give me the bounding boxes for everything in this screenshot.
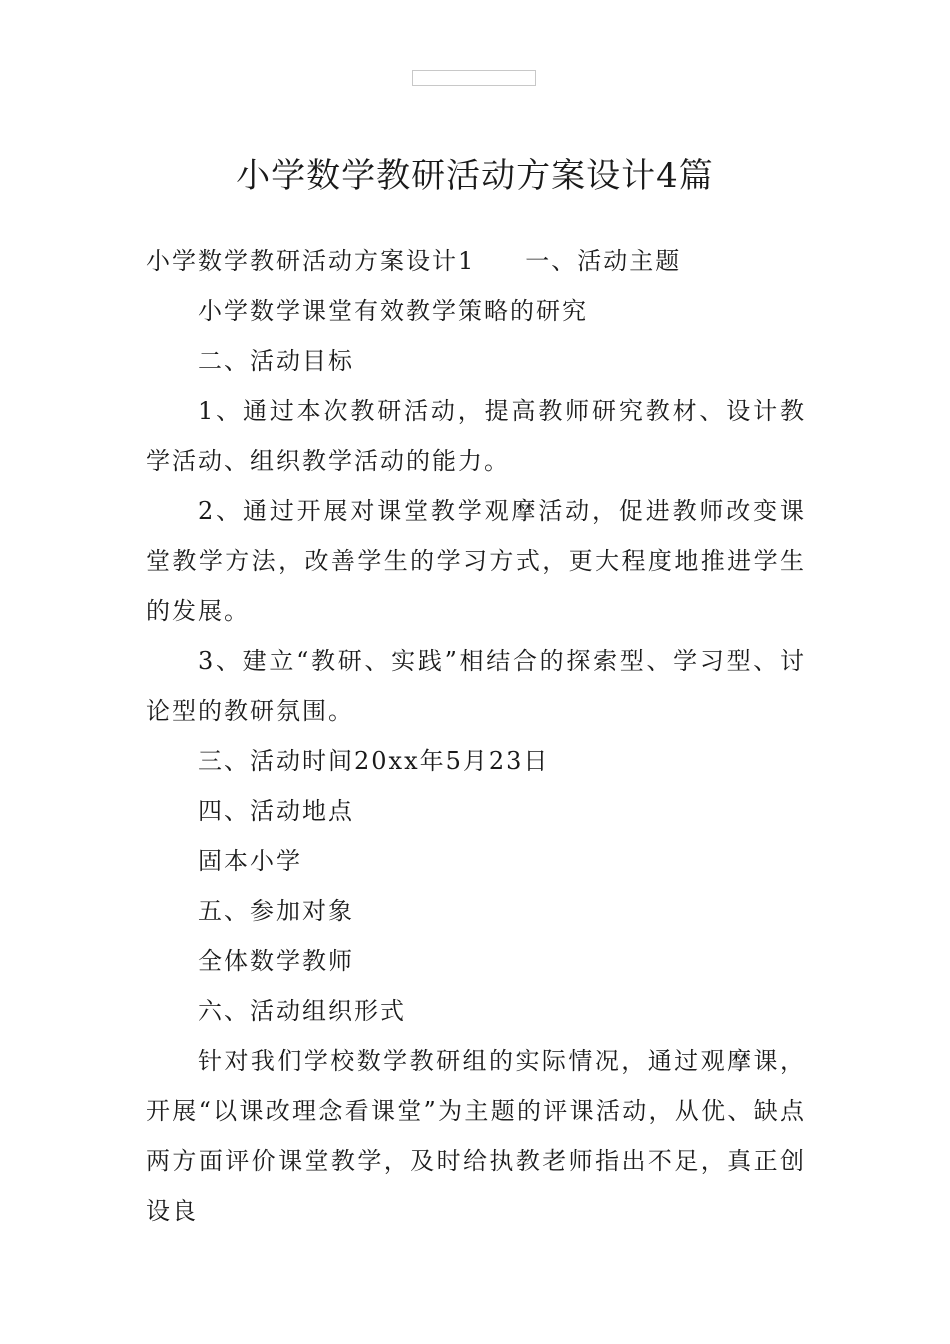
heading-format: 六、活动组织形式 — [198, 997, 406, 1025]
paragraph-participants: 全体数学教师 — [198, 947, 354, 975]
paragraph-theme: 小学数学课堂有效教学策略的研究 — [198, 297, 588, 325]
subheading: 小学数学教研活动方案设计1 — [146, 247, 476, 275]
paragraph-format: 针对我们学校数学教研组的实际情况，通过观摩课，开展“以课改理念看课堂”为主题的评课活动，从优、缺点两方面评价课堂教学，及时给执教老师指出不足，真正创设良 — [146, 1047, 806, 1225]
paragraph-goal-3: 3、建立“教研、实践”相结合的探索型、学习型、讨论型的教研氛围。 — [146, 647, 806, 725]
document-title: 小学数学教研活动方案设计4篇 — [236, 156, 714, 196]
paragraph-location: 固本小学 — [198, 847, 302, 875]
heading-activity-theme: 一、活动主题 — [525, 247, 682, 275]
header-box — [412, 70, 536, 86]
heading-location: 四、活动地点 — [198, 797, 354, 825]
document-body — [146, 236, 806, 1236]
heading-goals: 二、活动目标 — [198, 347, 354, 375]
heading-participants: 五、参加对象 — [198, 897, 354, 925]
heading-time: 三、活动时间20xx年5月23日 — [198, 747, 550, 775]
paragraph-goal-1: 1、通过本次教研活动，提高教师研究教材、设计教学活动、组织教学活动的能力。 — [146, 397, 806, 475]
paragraph-goal-2: 2、通过开展对课堂教学观摩活动，促进教师改变课堂教学方法，改善学生的学习方式，更大程度地推进学生的发展。 — [146, 497, 806, 625]
section-heading-line — [146, 236, 806, 286]
